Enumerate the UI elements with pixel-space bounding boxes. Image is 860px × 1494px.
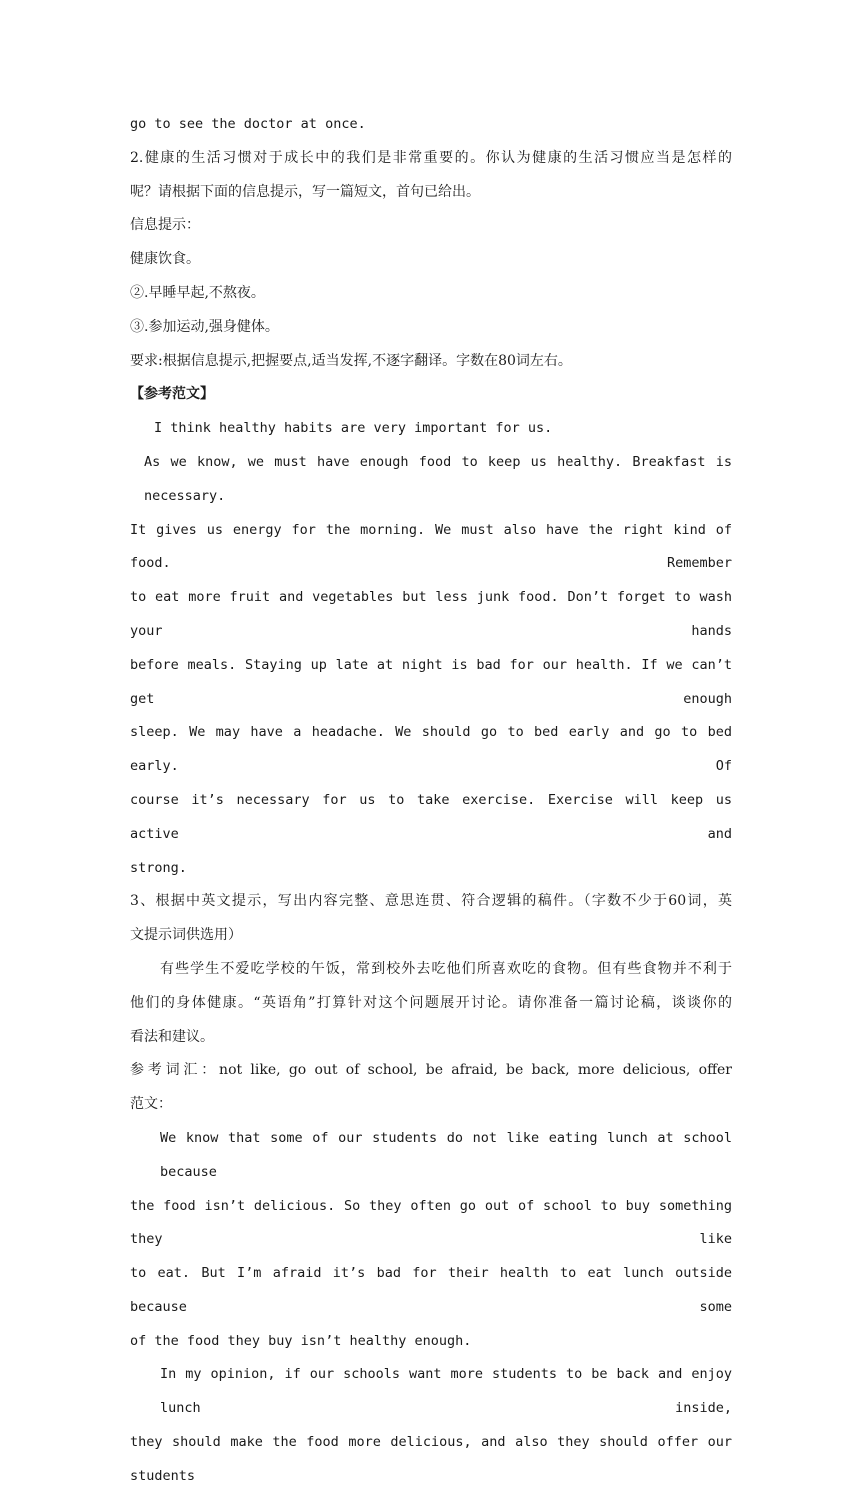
essay-line: sleep. We may have a headache. We should go to bed early and go to bed early. Of bbox=[130, 724, 732, 775]
essay-line: strong. bbox=[130, 859, 187, 876]
hint-item-2: ②.早睡早起,不熬夜。 bbox=[130, 284, 265, 301]
model-essay-line: We know that some of our students do not like eating lunch at school because bbox=[160, 1129, 732, 1180]
prompt-line: 看法和建议。 bbox=[130, 1028, 214, 1045]
question-2-line-2: 呢？请根据下面的信息提示，写一篇短文，首句已给出。 bbox=[130, 183, 480, 200]
hint-item-1: 健康饮食。 bbox=[130, 251, 200, 268]
sample-essay-heading: 【参考范文】 bbox=[130, 386, 214, 403]
model-essay-line: to eat. But I’m afraid it’s bad for their health to eat lunch outside because some bbox=[130, 1265, 732, 1315]
question-3-line-1: 3、根据中英文提示，写出内容完整、意思连贯、符合逻辑的稿件。（字数不少于60词，英 bbox=[130, 893, 732, 910]
essay-line: It gives us energy for the morning. We must also have the right kind of food. Remember bbox=[130, 521, 732, 572]
question-3-line-2: 文提示词供选用） bbox=[130, 927, 242, 944]
model-essay-line: the food isn’t delicious. So they often go out of school to buy something they like bbox=[130, 1197, 732, 1248]
model-essay-line: of the food they buy isn’t healthy enough. bbox=[130, 1332, 472, 1349]
document-page bbox=[130, 108, 732, 1494]
essay-first-sentence: I think healthy habits are very important for us. bbox=[154, 420, 553, 437]
essay-line: to eat more fruit and vegetables but less junk food. Don’t forget to wash your hands bbox=[130, 589, 732, 639]
question-2-line-1: 2.健康的生活习惯对于成长中的我们是非常重要的。你认为健康的生活习惯应当是怎样的 bbox=[130, 149, 732, 166]
requirement-line: 要求:根据信息提示,把握要点,适当发挥,不逐字翻译。字数在80词左右。 bbox=[130, 352, 572, 369]
essay-line: before meals. Staying up late at night is bad for our health. If we can’t get enough bbox=[130, 656, 732, 707]
model-essay-heading: 范文： bbox=[130, 1096, 172, 1113]
prompt-line: 有些学生不爱吃学校的午饭，常到校外去吃他们所喜欢吃的食物。但有些食物并不利于 bbox=[160, 960, 732, 977]
text-line: go to see the doctor at once. bbox=[130, 116, 366, 132]
essay-line: course it’s necessary for us to take exercise. Exercise will keep us active and bbox=[130, 791, 732, 842]
info-hint-heading: 信息提示： bbox=[130, 217, 200, 234]
model-essay-line: In my opinion, if our schools want more students to be back and enjoy lunch inside, bbox=[160, 1366, 732, 1417]
model-essay-line: they should make the food more delicious, and also they should offer our students bbox=[130, 1434, 732, 1484]
vocabulary-line: 参考词汇：not like, go out of school, be afraid, be back, more delicious, offer bbox=[130, 1062, 732, 1079]
essay-line: As we know, we must have enough food to keep us healthy. Breakfast is necessary. bbox=[144, 453, 732, 504]
prompt-line: 他们的身体健康。“英语角”打算针对这个问题展开讨论。请你准备一篇讨论稿，谈谈你的 bbox=[130, 994, 732, 1011]
hint-item-3: ③.参加运动,强身健体。 bbox=[130, 318, 279, 335]
